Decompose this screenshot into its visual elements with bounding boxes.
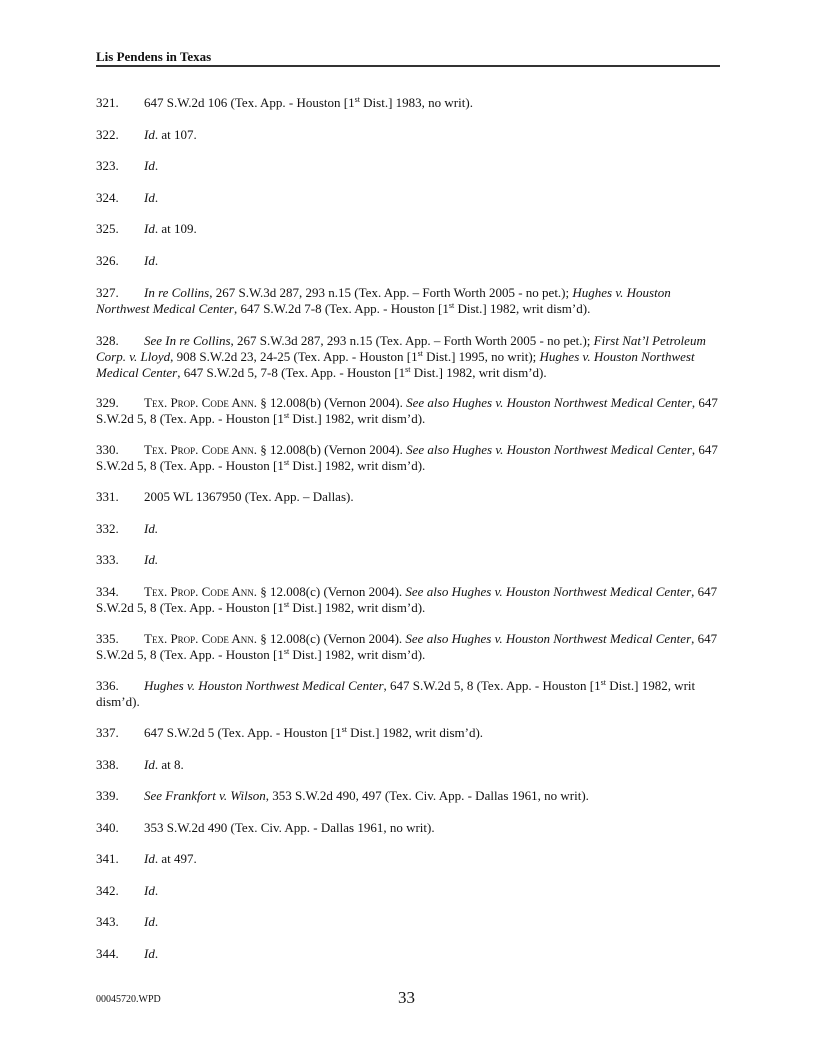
- footnote: [96, 521, 722, 537]
- citation-text: .: [154, 190, 159, 205]
- footnote-number: 337.: [96, 725, 119, 740]
- footnote-number: 332.: [96, 521, 119, 536]
- citation-italic-text: Id: [144, 253, 155, 268]
- citation-text: 647 S.W.2d 5 (Tex. App. - Houston [1: [144, 725, 342, 740]
- citation-italic-text: Id: [144, 914, 155, 929]
- document-title: Lis Pendens in Texas: [96, 49, 212, 64]
- footnote: [96, 285, 722, 317]
- footnote: [96, 442, 722, 474]
- citation-text: Dist.] 1982, writ dism’d).: [96, 678, 696, 709]
- citation-text: .: [154, 946, 159, 961]
- citation-text: Dist.] 1982, writ dism’d).: [346, 725, 484, 740]
- footnote: [96, 190, 722, 206]
- document-id: 00045720.WPD: [96, 994, 161, 1005]
- footnote: [96, 820, 722, 836]
- footnote: [96, 584, 722, 616]
- citation-italic-text: See also Hughes v. Houston Northwest Medical Center: [405, 631, 692, 646]
- footnote-number: 340.: [96, 820, 119, 835]
- statute-smallcaps-text: Tex. Prop. Code Ann.: [144, 584, 258, 599]
- citation-text: § 12.008(c) (Vernon 2004).: [257, 631, 406, 646]
- citation-text: , 353 S.W.2d 490, 497 (Tex. Civ. App. - Dallas 1961, no writ).: [265, 788, 589, 803]
- ordinal-superscript: st: [283, 647, 290, 656]
- footnote-number: 341.: [96, 851, 119, 866]
- footnote: [96, 395, 722, 427]
- footnote-number: 339.: [96, 788, 119, 803]
- footnote-number: 322.: [96, 127, 119, 142]
- footnote-number: 336.: [96, 678, 119, 693]
- footnote: [96, 631, 722, 663]
- citation-italic-text: Id.: [144, 552, 159, 567]
- footnote: [96, 127, 722, 143]
- ordinal-superscript: st: [417, 349, 423, 358]
- footnote-number: 335.: [96, 631, 119, 646]
- citation-text: . at 107.: [154, 127, 197, 142]
- citation-text: .: [154, 914, 159, 929]
- citation-text: Dist.] 1982, writ dism’d).: [289, 411, 426, 426]
- footnote-number: 321.: [96, 95, 119, 110]
- citation-text: Dist.] 1995, no writ);: [422, 349, 540, 364]
- citation-text: . at 497.: [154, 851, 197, 866]
- footnote-number: 328.: [96, 333, 119, 348]
- footnote: [96, 851, 722, 867]
- citation-text: Dist.] 1982, writ dism’d).: [289, 647, 426, 662]
- citation-text: , 647 S.W.2d 5, 8 (Tex. App. - Houston [1: [96, 442, 718, 473]
- citation-text: , 267 S.W.3d 287, 293 n.15 (Tex. App. – Forth Worth 2005 - no pet.);: [230, 333, 594, 348]
- citation-text: § 12.008(b) (Vernon 2004).: [257, 442, 407, 457]
- footnote: [96, 678, 722, 710]
- citation-italic-text: See also Hughes v. Houston Northwest Medical Center: [406, 395, 692, 410]
- citation-italic-text: Id: [144, 851, 155, 866]
- statute-smallcaps-text: Tex. Prop. Code Ann.: [144, 395, 258, 410]
- footnote-number: 324.: [96, 190, 119, 205]
- footnote: [96, 95, 722, 111]
- footnote: [96, 914, 722, 930]
- footnote-number: 325.: [96, 221, 119, 236]
- footnote-number: 333.: [96, 552, 119, 567]
- citation-italic-text: Id: [144, 158, 155, 173]
- citation-text: Dist.] 1982, writ dism’d).: [410, 365, 547, 380]
- citation-text: 353 S.W.2d 490 (Tex. Civ. App. - Dallas 1961, no writ).: [144, 820, 435, 835]
- citation-text: § 12.008(c) (Vernon 2004).: [257, 584, 406, 599]
- citation-italic-text: Id: [144, 883, 155, 898]
- statute-smallcaps-text: Tex. Prop. Code Ann.: [144, 631, 258, 646]
- footnote-number: 334.: [96, 584, 119, 599]
- running-header: [96, 49, 720, 67]
- footnote-number: 323.: [96, 158, 119, 173]
- footnote-number: 330.: [96, 442, 119, 457]
- citation-text: , 647 S.W.2d 7-8 (Tex. App. - Houston [1: [233, 301, 449, 316]
- citation-italic-text: Id: [144, 221, 155, 236]
- footnote-number: 331.: [96, 489, 119, 504]
- statute-smallcaps-text: Tex. Prop. Code Ann.: [144, 442, 258, 457]
- citation-text: Dist.] 1982, writ dism’d).: [289, 600, 426, 615]
- citation-text: , 908 S.W.2d 23, 24-25 (Tex. App. - Houston [1: [170, 349, 418, 364]
- citation-text: , 647 S.W.2d 5, 8 (Tex. App. - Houston [1: [383, 678, 601, 693]
- footnote: [96, 946, 722, 962]
- citation-italic-text: Hughes v. Houston Northwest Medical Center: [96, 349, 695, 380]
- citation-italic-text: In re Collins: [144, 285, 210, 300]
- footnote-number: 329.: [96, 395, 119, 410]
- footnote: [96, 253, 722, 269]
- citation-text: . at 109.: [154, 221, 197, 236]
- citation-italic-text: Id: [144, 127, 155, 142]
- citation-italic-text: Id: [144, 190, 155, 205]
- citation-italic-text: See In re Collins: [144, 333, 231, 348]
- citation-italic-text: See also Hughes v. Houston Northwest Medical Center: [405, 584, 692, 599]
- citation-italic-text: Id: [144, 946, 155, 961]
- footnote-number: 338.: [96, 757, 119, 772]
- footnote: [96, 883, 722, 899]
- footnote: [96, 725, 722, 741]
- footnote-number: 343.: [96, 914, 119, 929]
- citation-text: Dist.] 1982, writ dism’d).: [454, 301, 591, 316]
- citation-text: Dist.] 1982, writ dism’d).: [289, 458, 426, 473]
- ordinal-superscript: st: [341, 725, 347, 734]
- citation-text: .: [154, 158, 159, 173]
- footnote: [96, 788, 722, 804]
- citation-text: 647 S.W.2d 106 (Tex. App. - Houston [1: [144, 95, 355, 110]
- citation-text: , 647 S.W.2d 5, 8 (Tex. App. - Houston [1: [96, 631, 718, 662]
- footnote: [96, 757, 722, 773]
- ordinal-superscript: st: [405, 365, 411, 374]
- citation-italic-text: Id: [144, 757, 155, 772]
- footnote: [96, 221, 722, 237]
- footnote: [96, 158, 722, 174]
- citation-italic-text: See also Hughes v. Houston Northwest Medical Center: [406, 442, 692, 457]
- page-number: 33: [398, 988, 415, 1007]
- citation-text: . at 8.: [154, 757, 184, 772]
- footnote: [96, 489, 722, 505]
- citation-text: .: [154, 253, 159, 268]
- ordinal-superscript: st: [600, 678, 606, 687]
- citation-text: , 267 S.W.3d 287, 293 n.15 (Tex. App. – Forth Worth 2005 - no pet.);: [209, 285, 573, 300]
- ordinal-superscript: st: [448, 301, 455, 310]
- citation-italic-text: Id.: [144, 521, 159, 536]
- citation-italic-text: Hughes v. Houston Northwest Medical Center: [96, 285, 671, 316]
- ordinal-superscript: st: [354, 95, 360, 104]
- citation-italic-text: First Nat’l Petroleum Corp. v. Lloyd: [96, 333, 706, 364]
- footnote-number: 326.: [96, 253, 119, 268]
- footnote: [96, 333, 722, 381]
- citation-text: , 647 S.W.2d 5, 8 (Tex. App. - Houston [1: [96, 395, 718, 426]
- footnote: [96, 552, 722, 568]
- footnote-number: 327.: [96, 285, 119, 300]
- citation-text: , 647 S.W.2d 5, 7-8 (Tex. App. - Houston [1: [177, 365, 406, 380]
- citation-italic-text: Hughes v. Houston Northwest Medical Center: [144, 678, 384, 693]
- citation-text: Dist.] 1983, no writ).: [359, 95, 473, 110]
- citation-text: § 12.008(b) (Vernon 2004).: [257, 395, 407, 410]
- footnote-number: 342.: [96, 883, 119, 898]
- citation-text: 2005 WL 1367950 (Tex. App. – Dallas).: [144, 489, 354, 504]
- footnote-number: 344.: [96, 946, 119, 961]
- ordinal-superscript: st: [283, 458, 290, 467]
- citation-italic-text: See Frankfort v. Wilson: [144, 788, 266, 803]
- citation-text: , 647 S.W.2d 5, 8 (Tex. App. - Houston [1: [96, 584, 718, 615]
- ordinal-superscript: st: [283, 600, 290, 609]
- ordinal-superscript: st: [283, 411, 290, 420]
- citation-text: .: [154, 883, 159, 898]
